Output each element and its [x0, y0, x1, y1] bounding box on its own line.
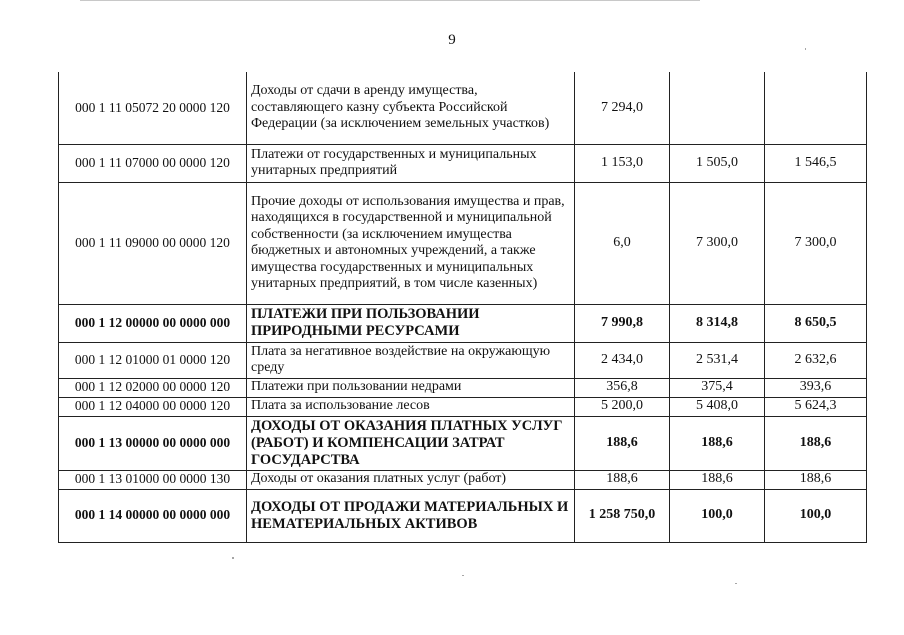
amount-col-2: 100,0: [670, 489, 765, 542]
amount-col-2: 1 505,0: [670, 144, 765, 182]
amount-col-2: [670, 72, 765, 144]
budget-code: 000 1 12 00000 00 0000 000: [59, 304, 247, 342]
revenue-table: [58, 72, 867, 543]
table-row: [59, 378, 867, 397]
table-row: [59, 397, 867, 416]
amount-col-1: 1 258 750,0: [575, 489, 670, 542]
revenue-name: ПЛАТЕЖИ ПРИ ПОЛЬЗОВАНИИ ПРИРОДНЫМИ РЕСУРСАМИ: [247, 304, 575, 342]
amount-col-3: 100,0: [765, 489, 867, 542]
amount-col-1: 188,6: [575, 470, 670, 489]
amount-col-1: 5 200,0: [575, 397, 670, 416]
table-row: [59, 489, 867, 542]
amount-col-3: 5 624,3: [765, 397, 867, 416]
amount-col-2: 375,4: [670, 378, 765, 397]
amount-col-2: 7 300,0: [670, 182, 765, 304]
budget-code: 000 1 11 05072 20 0000 120: [59, 72, 247, 144]
budget-code: 000 1 11 09000 00 0000 120: [59, 182, 247, 304]
budget-code: 000 1 13 01000 00 0000 130: [59, 470, 247, 489]
amount-col-2: 8 314,8: [670, 304, 765, 342]
revenue-name: Плата за использование лесов: [247, 397, 575, 416]
revenue-name: Платежи при пользовании недрами: [247, 378, 575, 397]
scan-speck: [735, 583, 737, 584]
revenue-name: Плата за негативное воздействие на окружающую среду: [247, 342, 575, 378]
table-row: [59, 72, 867, 144]
amount-col-3: 7 300,0: [765, 182, 867, 304]
budget-code: 000 1 13 00000 00 0000 000: [59, 416, 247, 470]
revenue-name: Доходы от оказания платных услуг (работ): [247, 470, 575, 489]
page-number: 9: [448, 32, 456, 48]
amount-col-2: 2 531,4: [670, 342, 765, 378]
amount-col-1: 356,8: [575, 378, 670, 397]
budget-code: 000 1 12 01000 01 0000 120: [59, 342, 247, 378]
amount-col-1: 7 990,8: [575, 304, 670, 342]
table-row: [59, 416, 867, 470]
revenue-name: ДОХОДЫ ОТ ПРОДАЖИ МАТЕРИАЛЬНЫХ И НЕМАТЕРИАЛЬНЫХ АКТИВОВ: [247, 489, 575, 542]
table-row: [59, 144, 867, 182]
table-row: [59, 470, 867, 489]
amount-col-1: 188,6: [575, 416, 670, 470]
amount-col-3: 188,6: [765, 416, 867, 470]
revenue-name: Прочие доходы от использования имущества и прав, находящихся в государственной и муниципальной собственности (за исключением имущества бюджетных и автономных учреждений, а также имущества государственных и муниципальных унитарных предприятий, в том числе казенных): [247, 182, 575, 304]
budget-code: 000 1 11 07000 00 0000 120: [59, 144, 247, 182]
amount-col-3: 1 546,5: [765, 144, 867, 182]
budget-code: 000 1 12 04000 00 0000 120: [59, 397, 247, 416]
scan-speck: [462, 575, 464, 576]
budget-code: 000 1 12 02000 00 0000 120: [59, 378, 247, 397]
table-row: [59, 304, 867, 342]
amount-col-2: 188,6: [670, 416, 765, 470]
scan-speck: [232, 557, 234, 559]
amount-col-1: 2 434,0: [575, 342, 670, 378]
amount-col-3: 2 632,6: [765, 342, 867, 378]
amount-col-3: 188,6: [765, 470, 867, 489]
budget-code: 000 1 14 00000 00 0000 000: [59, 489, 247, 542]
scan-speck: [805, 48, 806, 50]
amount-col-3: [765, 72, 867, 144]
amount-col-1: 1 153,0: [575, 144, 670, 182]
revenue-name: ДОХОДЫ ОТ ОКАЗАНИЯ ПЛАТНЫХ УСЛУГ (РАБОТ) И КОМПЕНСАЦИИ ЗАТРАТ ГОСУДАРСТВА: [247, 416, 575, 470]
scan-edge-line: [80, 0, 700, 1]
amount-col-3: 393,6: [765, 378, 867, 397]
table-row: [59, 182, 867, 304]
amount-col-1: 7 294,0: [575, 72, 670, 144]
amount-col-2: 188,6: [670, 470, 765, 489]
revenue-name: Платежи от государственных и муниципальных унитарных предприятий: [247, 144, 575, 182]
amount-col-1: 6,0: [575, 182, 670, 304]
amount-col-3: 8 650,5: [765, 304, 867, 342]
table-row: [59, 342, 867, 378]
amount-col-2: 5 408,0: [670, 397, 765, 416]
revenue-name: Доходы от сдачи в аренду имущества, составляющего казну субъекта Российской Федерации (за исключением земельных участков): [247, 72, 575, 144]
